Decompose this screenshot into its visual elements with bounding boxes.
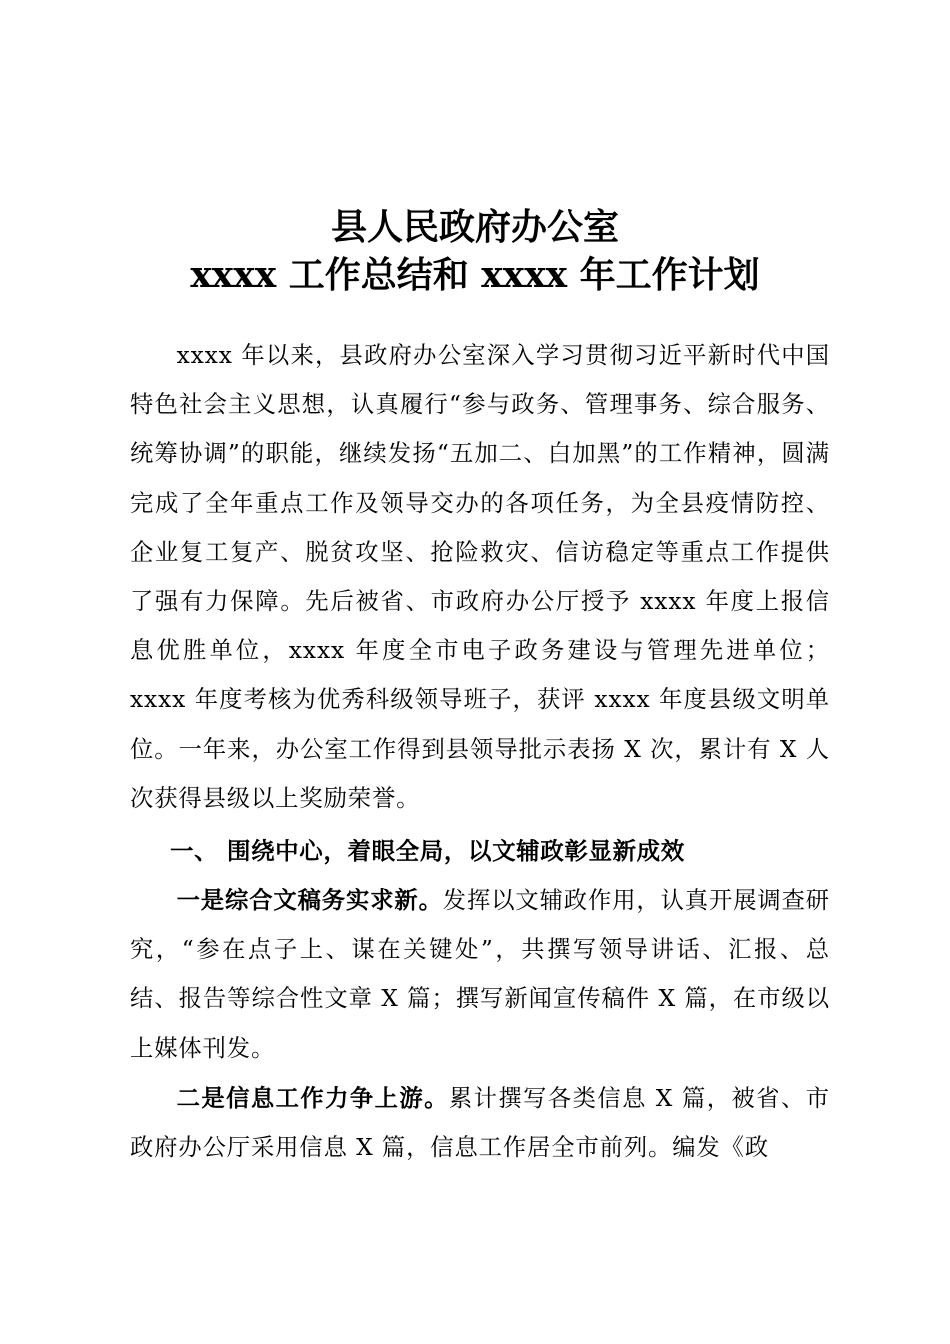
item-1-text: 发挥以文辅政作用，认真开展调查研究，“参在点子上、谋在关键处”，共撰写领导讲话、汇报、总结、报告等综合性文章 X 篇；撰写新闻宣传稿件 X 篇，在市级以上媒体刊发。 xyxy=(130,887,830,1062)
document-title-line2: xxxx 工作总结和 xxxx 年工作计划 xyxy=(190,254,760,296)
document-title-line1: 县人民政府办公室 xyxy=(330,206,619,248)
item-2-lead: 二是信息工作力争上游。 xyxy=(176,1085,449,1112)
item-2-section xyxy=(130,1074,830,1172)
item-1-section xyxy=(130,876,830,1073)
intro-paragraph: xxxx 年以来，县政府办公室深入学习贯彻习近平新时代中国特色社会主义思想，认真履行“参与政务、管理事务、综合服务、统筹协调”的职能，继续发扬“五加二、白加黑”的工作精神，圆满完成了全年重点工作及领导交办的各项任务，为全县疫情防控、企业复工复产、脱贫攻坚、抢险救灾、信访稳定等重点工作提供了强有力保障。先后被省、市政府办公厅授予 xxxx 年度上报信息优胜单位，xxxx 年度全市电子政务建设与管理先进单位；xxxx 年度考核为优秀科级领导班子，获评 xxxx 年度县级文明单位。一年来，办公室工作得到县领导批示表扬 X 次，累计有 X 人次获得县级以上奖励荣誉。 xyxy=(130,342,830,812)
item-2-text: 累计撰写各类信息 X 篇，被省、市政府办公厅采用信息 X 篇，信息工作居全市前列。编发《政 xyxy=(130,1085,830,1162)
item-1-lead: 一是综合文稿务实求新。 xyxy=(176,887,443,914)
intro-section xyxy=(130,331,830,823)
section-heading-1: 一、 围绕中心，着眼全局，以文辅政彰显新成效 xyxy=(170,837,685,865)
item-2-paragraph xyxy=(130,1074,830,1172)
item-1-paragraph xyxy=(130,876,830,1073)
